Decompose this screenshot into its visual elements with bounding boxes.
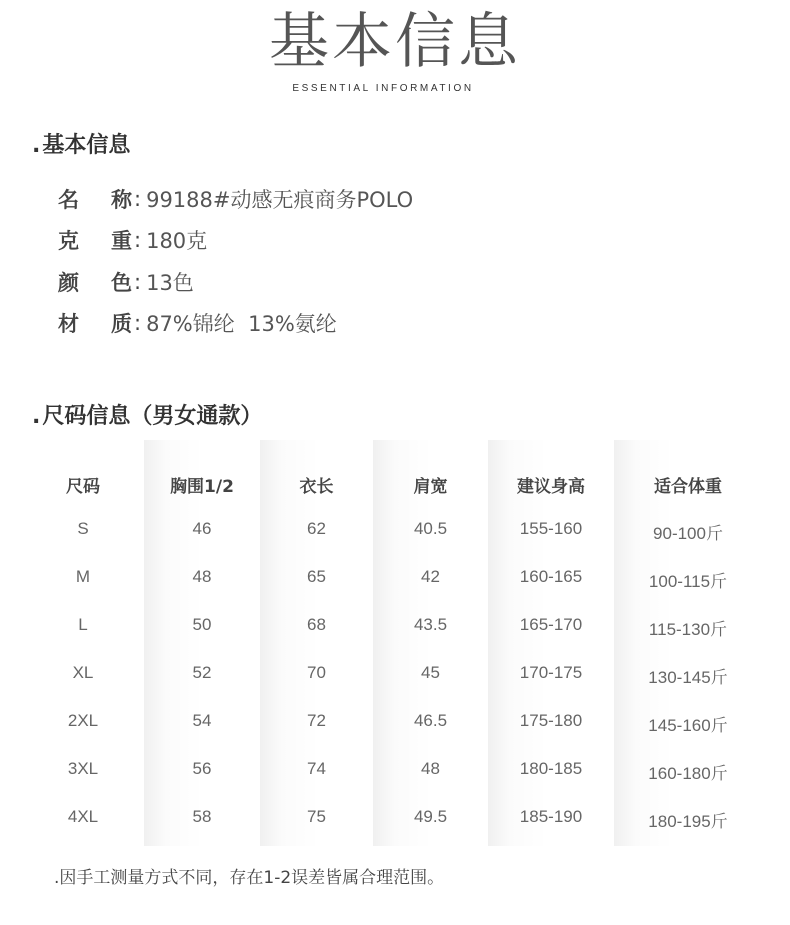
table-cell: 45 xyxy=(421,663,440,682)
table-cell: 145-160斤 xyxy=(648,716,728,735)
info-colon: : xyxy=(134,228,142,253)
section-bullet: . xyxy=(32,133,41,158)
info-row-material xyxy=(58,303,413,345)
table-cell: 175-180 xyxy=(519,711,583,730)
table-cell: 100-115斤 xyxy=(648,572,728,591)
info-value-color: 13色 xyxy=(146,270,194,295)
info-label-char: 克 xyxy=(58,229,79,254)
info-row-color xyxy=(58,261,413,303)
info-label-char: 称 xyxy=(111,187,132,212)
column-header: 肩宽 xyxy=(413,477,448,497)
info-label xyxy=(58,184,132,214)
table-cell: 170-175 xyxy=(519,663,583,682)
table-cell: 50 xyxy=(192,615,212,634)
table-cell: M xyxy=(75,567,91,586)
table-cell: 62 xyxy=(307,519,326,538)
size-column xyxy=(260,440,373,846)
info-row-weight xyxy=(58,220,413,262)
basic-info-list xyxy=(58,178,413,344)
table-cell: 75 xyxy=(307,807,326,826)
table-cell: 3XL xyxy=(67,759,99,778)
table-cell: 49.5 xyxy=(413,807,448,826)
info-label-char: 重 xyxy=(111,229,132,254)
table-cell: 160-180斤 xyxy=(648,764,728,783)
table-cell: 130-145斤 xyxy=(648,668,728,687)
column-header: 胸围1/2 xyxy=(170,477,234,497)
table-cell: 155-160 xyxy=(519,519,583,538)
info-colon: : xyxy=(134,186,142,211)
table-cell: 43.5 xyxy=(413,615,448,634)
info-row-name xyxy=(58,178,413,220)
info-label-char: 材 xyxy=(58,312,79,337)
size-column xyxy=(488,440,614,846)
column-header: 适合体重 xyxy=(654,477,722,497)
table-cell: 160-165 xyxy=(519,567,583,586)
table-cell: 54 xyxy=(192,711,212,730)
table-cell: 74 xyxy=(307,759,326,778)
info-colon: : xyxy=(134,311,142,336)
table-cell: 48 xyxy=(192,567,212,586)
table-cell: 40.5 xyxy=(413,519,448,538)
measurement-footnote: .因手工测量方式不同，存在1-2误差皆属合理范围。 xyxy=(54,868,445,888)
info-label-char: 名 xyxy=(58,187,79,212)
table-cell: 2XL xyxy=(67,711,99,730)
table-cell: 90-100斤 xyxy=(653,524,723,543)
info-colon: : xyxy=(134,269,142,294)
info-label xyxy=(58,308,132,338)
info-value-material: 87%锦纶 13%氨纶 xyxy=(146,312,337,337)
table-cell: 4XL xyxy=(67,807,99,826)
column-header: 建议身高 xyxy=(517,477,585,497)
table-cell: 180-185 xyxy=(519,759,583,778)
table-cell: 42 xyxy=(421,567,440,586)
info-value-weight: 180克 xyxy=(146,229,208,254)
table-cell: 65 xyxy=(307,567,326,586)
table-cell: 185-190 xyxy=(519,807,583,826)
column-header: 尺码 xyxy=(66,477,100,497)
size-column xyxy=(22,440,144,846)
size-table xyxy=(22,440,762,846)
info-label xyxy=(58,267,132,297)
size-column xyxy=(614,440,762,846)
section-bullet: . xyxy=(32,404,41,429)
page-subtitle: ESSENTIAL INFORMATION xyxy=(292,83,474,94)
info-label-char: 颜 xyxy=(58,270,79,295)
info-label-char: 质 xyxy=(111,312,132,337)
size-column xyxy=(373,440,488,846)
table-cell: 46 xyxy=(192,519,212,538)
table-cell: 52 xyxy=(192,663,212,682)
table-cell: 72 xyxy=(307,711,326,730)
table-cell: 180-195斤 xyxy=(648,812,728,831)
table-cell: L xyxy=(78,615,88,634)
table-cell: 46.5 xyxy=(413,711,448,730)
basic-info-heading xyxy=(32,128,130,159)
table-cell: 48 xyxy=(421,759,440,778)
table-cell: S xyxy=(77,519,89,538)
table-cell: 58 xyxy=(192,807,212,826)
column-header: 衣长 xyxy=(299,477,334,497)
size-info-title: 尺码信息（男女通款） xyxy=(42,404,263,429)
table-cell: 165-170 xyxy=(519,615,583,634)
basic-info-title: 基本信息 xyxy=(42,133,131,158)
size-column xyxy=(144,440,260,846)
table-cell: 68 xyxy=(307,615,326,634)
table-cell: 70 xyxy=(307,663,326,682)
info-value-name: 99188#动感无痕商务POLO xyxy=(146,187,414,212)
page-title: 基本信息 xyxy=(269,7,521,77)
info-label xyxy=(58,225,132,255)
info-label-char: 色 xyxy=(111,270,132,295)
table-cell: 56 xyxy=(192,759,212,778)
table-cell: XL xyxy=(72,663,94,682)
size-info-heading xyxy=(32,399,262,430)
table-cell: 115-130斤 xyxy=(648,620,728,639)
